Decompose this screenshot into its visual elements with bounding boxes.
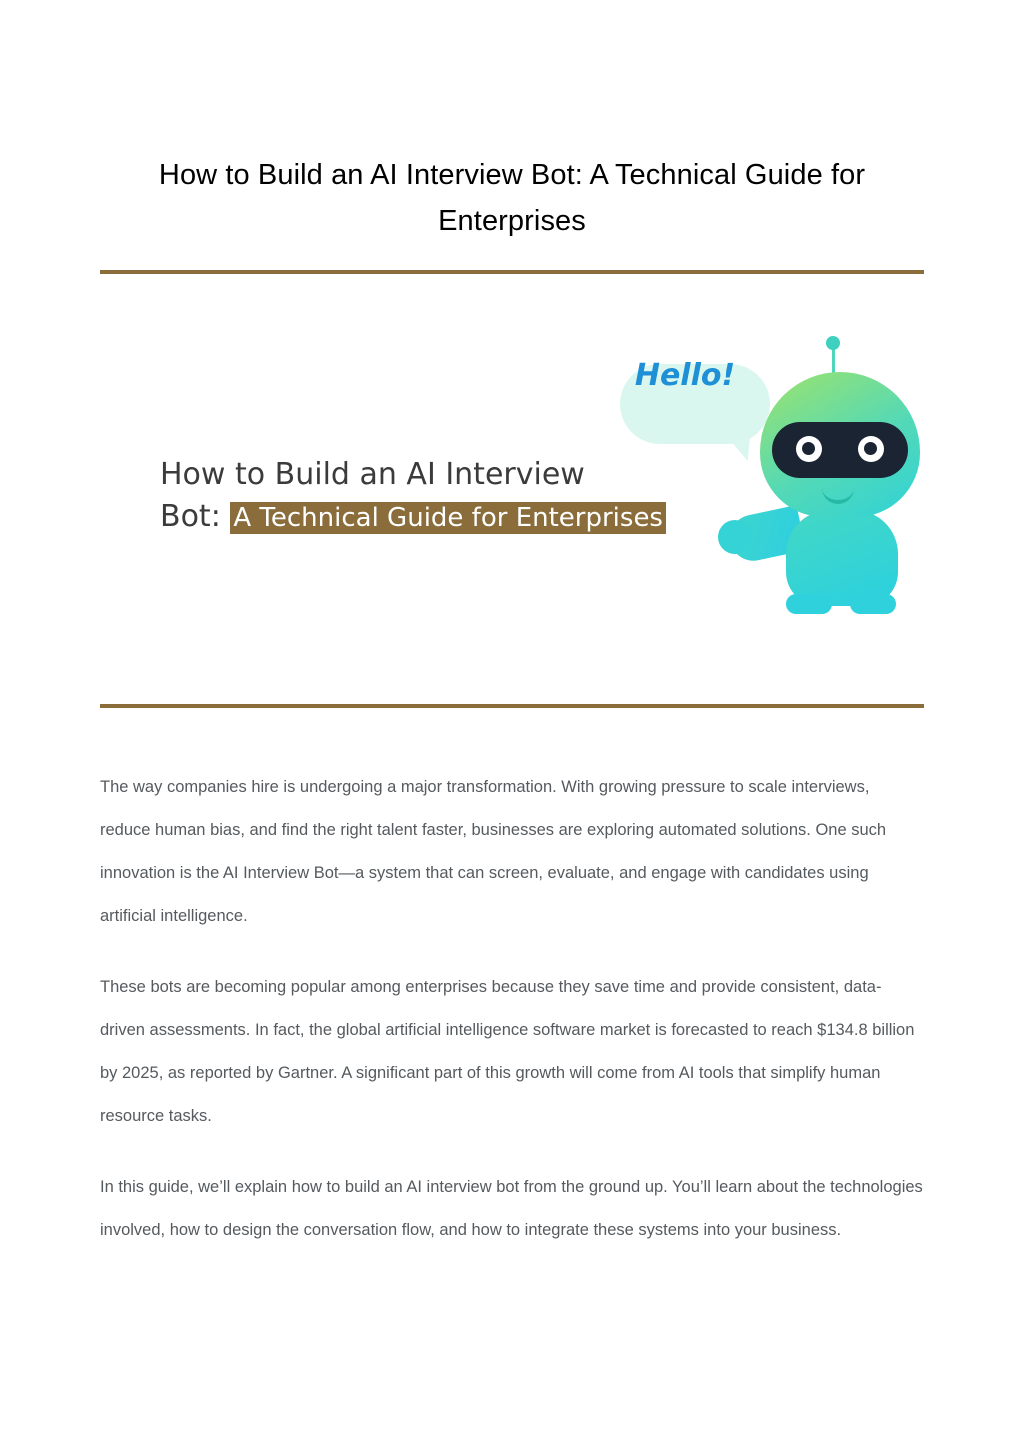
speech-bubble-text: Hello! xyxy=(634,358,736,393)
robot-mascot xyxy=(610,344,940,614)
hero-headline-highlight: A Technical Guide for Enterprises xyxy=(230,502,666,534)
hero-headline-line1: How to Build an AI Interview xyxy=(160,457,585,492)
robot-eye-right-icon xyxy=(858,436,884,462)
robot-visor-icon xyxy=(772,422,908,478)
robot-hand-icon xyxy=(718,520,752,554)
body-copy xyxy=(100,708,924,1252)
robot-antenna-ball-icon xyxy=(826,336,840,350)
robot-eye-left-icon xyxy=(796,436,822,462)
hero-headline xyxy=(160,454,663,539)
paragraph: In this guide, we’ll explain how to build an AI interview bot from the ground up. You’ll learn about the technologies involved, how to design the conversation flow, and how to integrate these systems into your business. xyxy=(100,1178,923,1239)
paragraph: The way companies hire is undergoing a major transformation. With growing pressure to scale interviews, reduce human bias, and find the right talent faster, businesses are exploring automated solutions. One such innovation is the AI Interview Bot—a system that can screen, evaluate, and engage with candidates using artificial intelligence. xyxy=(100,778,887,925)
hero-headline-line2-prefix: Bot: xyxy=(160,499,221,534)
page-title: How to Build an AI Interview Bot: A Technical Guide for Enterprises xyxy=(158,159,866,237)
robot-foot-left-icon xyxy=(786,594,832,614)
robot-body-icon xyxy=(786,510,898,606)
robot-foot-right-icon xyxy=(850,594,896,614)
hero-illustration xyxy=(100,274,924,704)
paragraph: These bots are becoming popular among enterprises because they save time and provide consistent, data-driven assessments. In fact, the global artificial intelligence software market is forecasted to reach $134.8 billion by 2025, as reported by Gartner. A significant part of this growth will come from AI tools that simplify human resource tasks. xyxy=(100,978,915,1125)
